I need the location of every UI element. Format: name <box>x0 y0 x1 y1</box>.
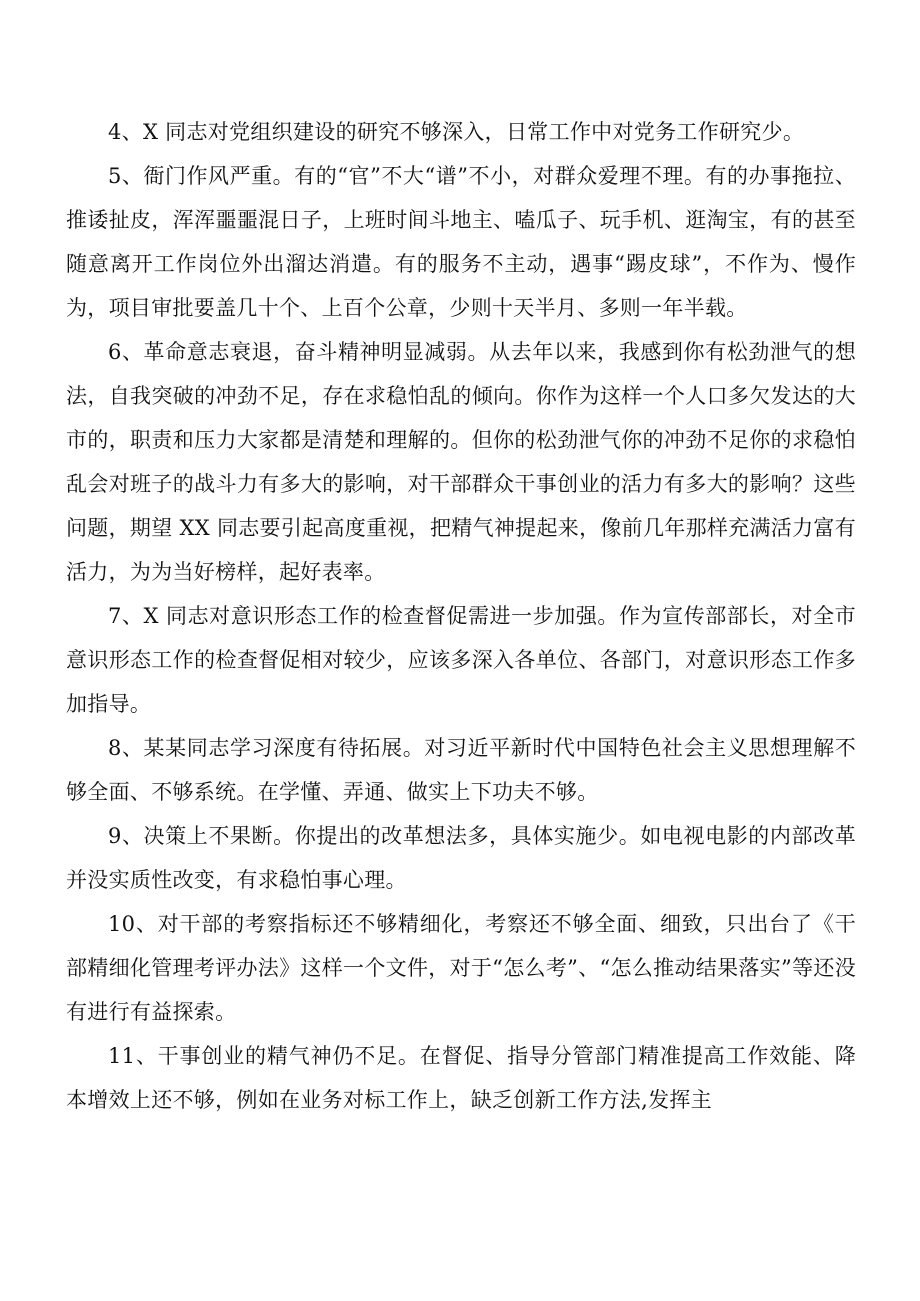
paragraph-item-9: 9、决策上不果断。你提出的改革想法多，具体实施少。如电视电影的内部改革并没实质性改变，有求稳怕事心理。 <box>66 824 856 892</box>
paragraph-item-5: 5、衙门作风严重。有的“官”不大“谱”不小，对群众爱理不理。有的办事拖拉、推诿扯皮，浑浑噩噩混日子，上班时间斗地主、嗑瓜子、玩手机、逛淘宝，有的甚至随意离开工作岗位外出溜达消遣。有的服务不主动，遇事“踢皮球”，不作为、慢作为，项目审批要盖几十个、上百个公章，少则十天半月、多则一年半载。 <box>66 164 856 320</box>
paragraph-item-6: 6、革命意志衰退，奋斗精神明显减弱。从去年以来，我感到你有松劲泄气的想法，自我突破的冲劲不足，存在求稳怕乱的倾向。你作为这样一个人口多欠发达的大市的，职责和压力大家都是清楚和理解的。但你的松劲泄气你的冲劲不足你的求稳怕乱会对班子的战斗力有多大的影响，对干部群众干事创业的活力有多大的影响？这些问题，期望 XX 同志要引起高度重视，把精气神提起来，像前几年那样充满活力富有活力，为为当好榜样，起好表率。 <box>66 340 856 584</box>
paragraph-item-4: 4、X 同志对党组织建设的研究不够深入，日常工作中对党务工作研究少。 <box>108 120 805 144</box>
document-body <box>66 110 856 1122</box>
paragraph-item-10: 10、对干部的考察指标还不够精细化，考察还不够全面、细致，只出台了《干部精细化管理考评办法》这样一个文件，对于“怎么考”、“怎么推动结果落实”等还没有进行有益探索。 <box>66 912 856 1024</box>
paragraph-item-11: 11、干事创业的精气神仍不足。在督促、指导分管部门精准提高工作效能、降本增效上还不够，例如在业务对标工作上，缺乏创新工作方法,发挥主 <box>66 1044 856 1112</box>
paragraph-item-8: 8、某某同志学习深度有待拓展。对习近平新时代中国特色社会主义思想理解不够全面、不够系统。在学懂、弄通、做实上下功夫不够。 <box>66 736 856 804</box>
paragraph-item-7: 7、X 同志对意识形态工作的检查督促需进一步加强。作为宣传部部长，对全市意识形态工作的检查督促相对较少，应该多深入各单位、各部门，对意识形态工作多加指导。 <box>66 604 856 716</box>
